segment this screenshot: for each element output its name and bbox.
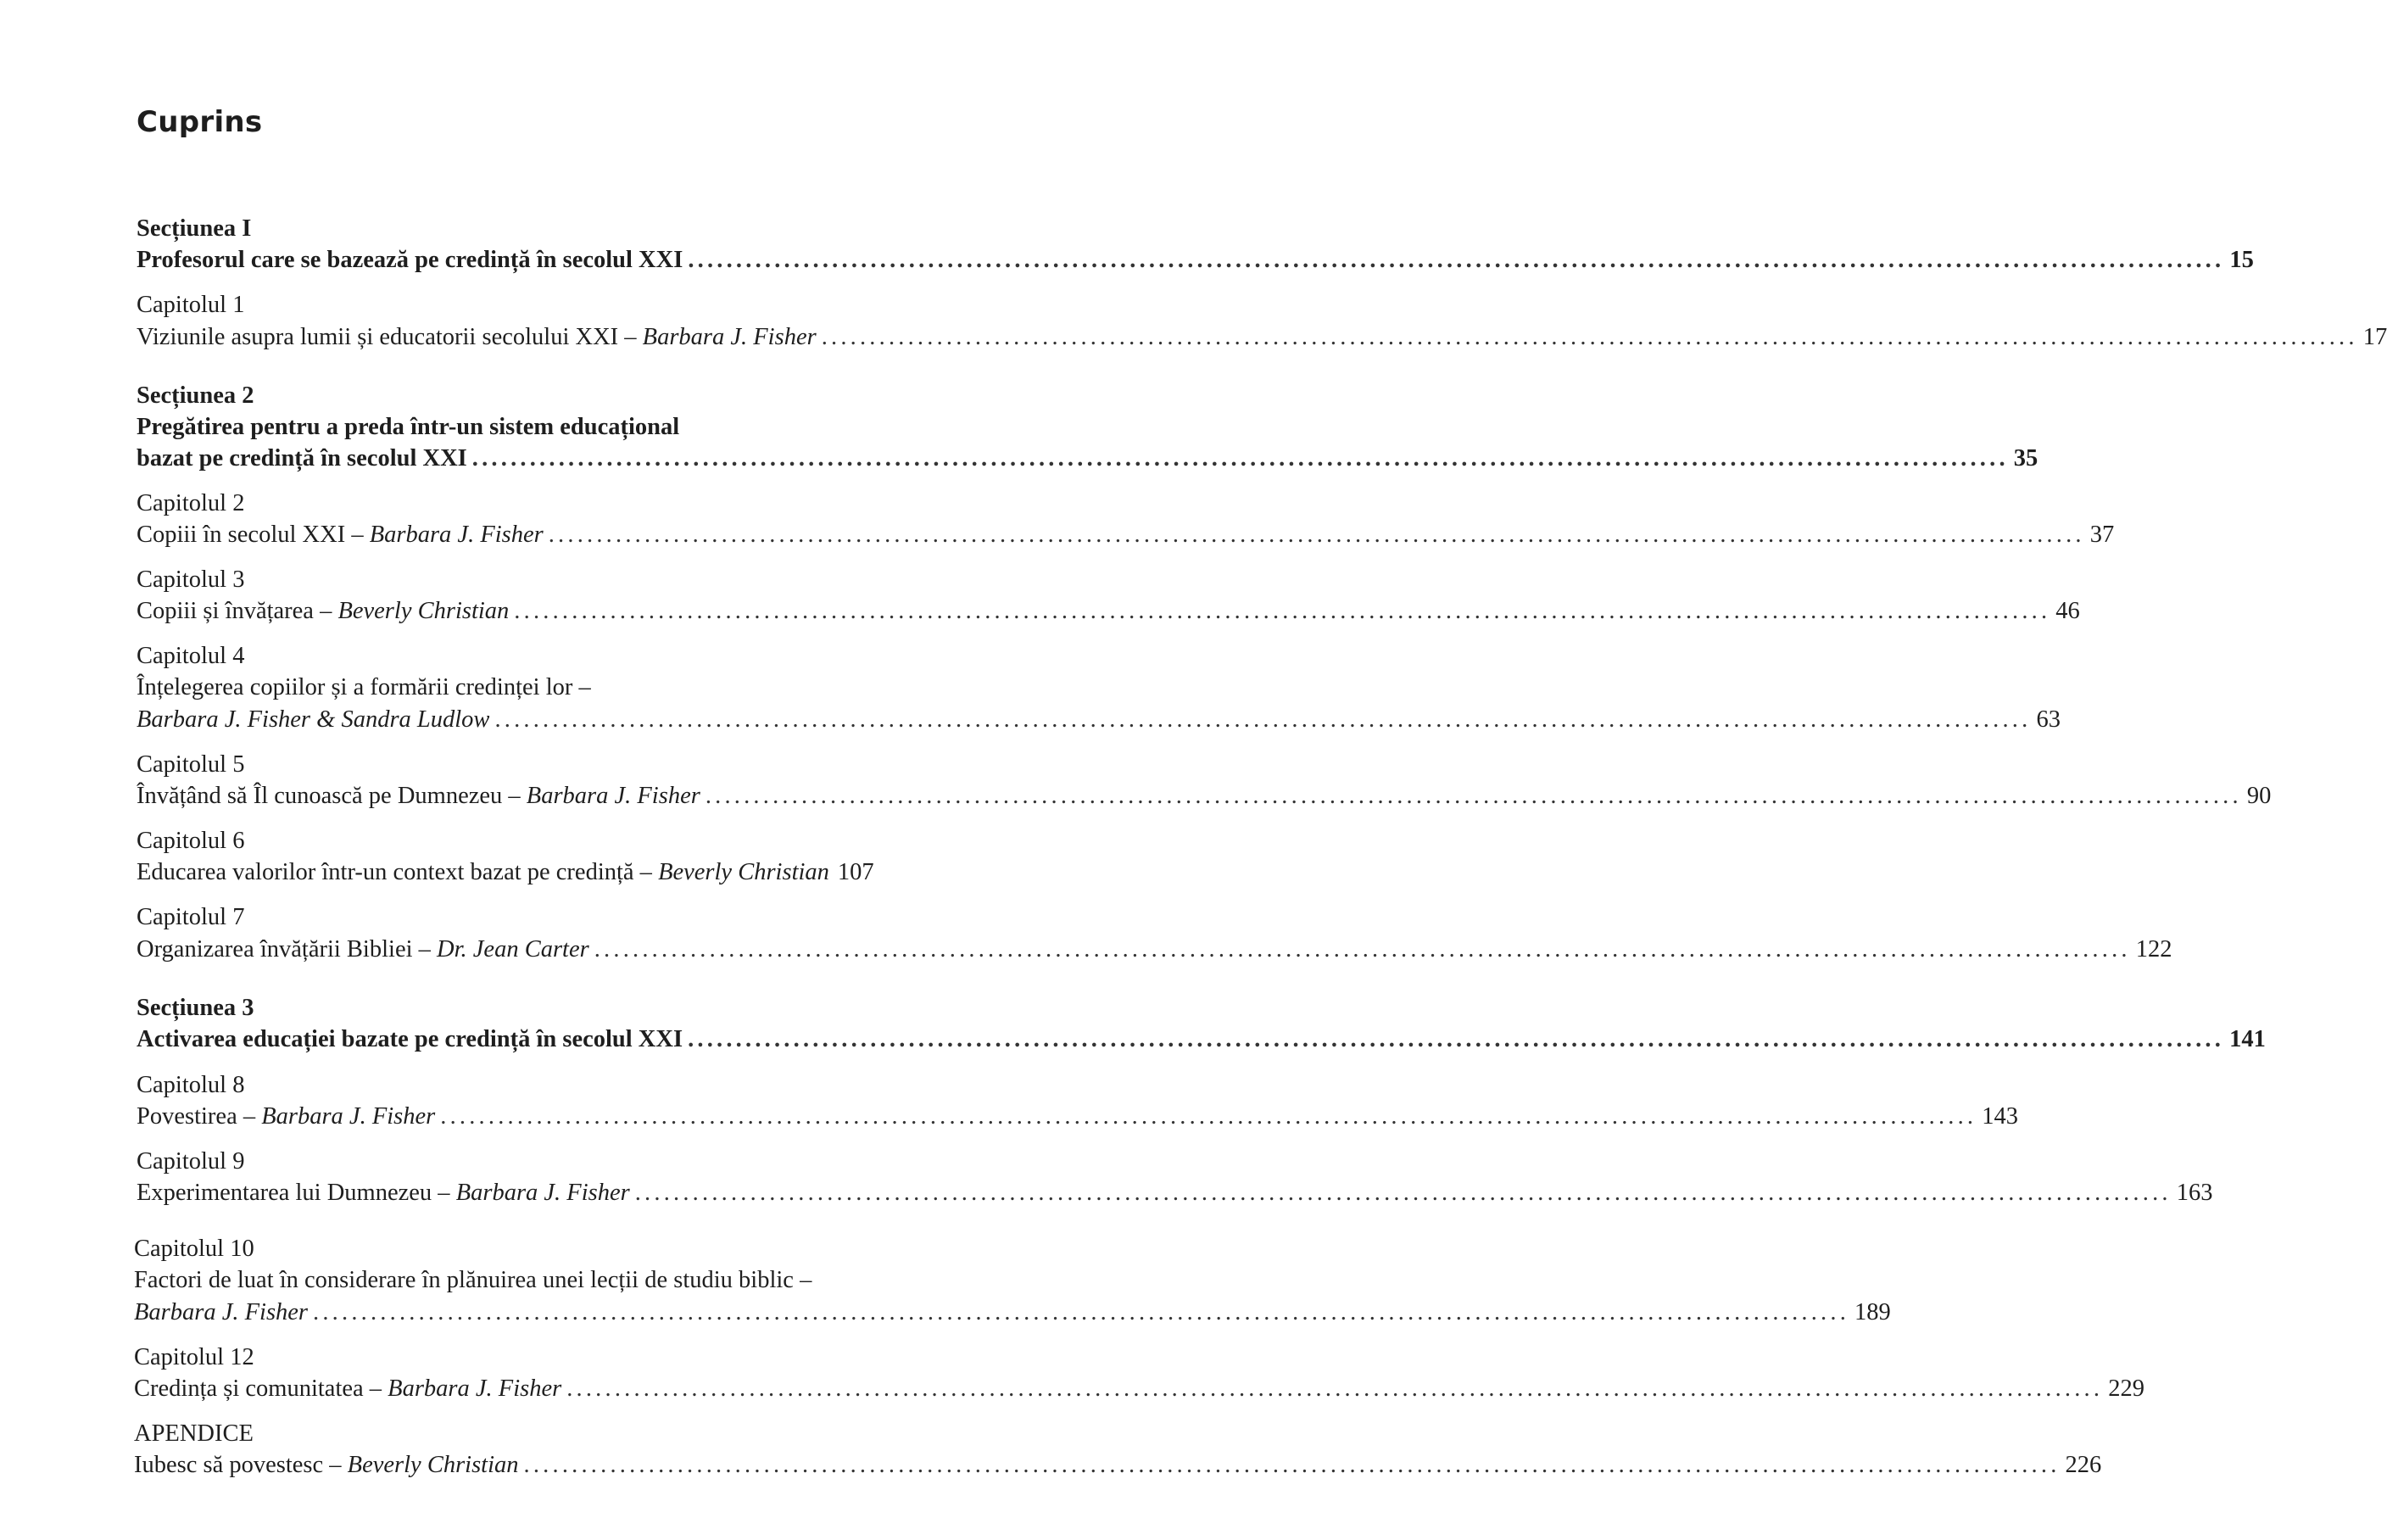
page-number: 122 bbox=[2135, 936, 2172, 962]
page-number: 143 bbox=[1982, 1103, 2018, 1130]
appendix-label: APENDICE bbox=[134, 1420, 254, 1447]
author-name: Beverly Christian bbox=[347, 1452, 519, 1478]
chapter-4-entry[interactable] bbox=[137, 705, 2061, 735]
chapter-6-label: Capitolul 6 bbox=[137, 828, 245, 854]
chapter-2-entry[interactable]: Copiii în secolul XXI – Barbara J. Fisher ................................................................................................................................................................ 37 bbox=[137, 520, 984, 550]
author-name: Barbara J. Fisher bbox=[261, 1103, 436, 1130]
author-name: Beverly Christian bbox=[337, 598, 510, 624]
author-name: Barbara J. Fisher bbox=[526, 783, 700, 809]
chapter-7-entry[interactable]: Organizarea învățării Bibliei – Dr. Jean Carter ................................................................................................................................................................ 122 bbox=[137, 935, 984, 965]
chapter-10-label: Capitolul 10 bbox=[134, 1236, 254, 1262]
chapter-10-title[interactable]: Factori de luat în considerare în plănuirea unei lecții de studiu biblic – bbox=[134, 1267, 812, 1293]
author-name: Beverly Christian bbox=[658, 859, 829, 885]
leader-dots: ................................................................................................................................................................ bbox=[494, 706, 2032, 733]
chapter-8-label: Capitolul 8 bbox=[137, 1072, 245, 1098]
leader-dots: ................................................................................................................................................................ bbox=[594, 936, 2131, 962]
page-number: 141 bbox=[2229, 1026, 2266, 1052]
leader-dots: ................................................................................................................................................................ bbox=[634, 1180, 2172, 1206]
page-number: 107 bbox=[837, 859, 874, 885]
chapter-3-entry[interactable]: Copiii și învățarea – Beverly Christian ................................................................................................................................................................ 46 bbox=[137, 596, 984, 627]
leader-dots: ................................................................................................................................................................ bbox=[688, 1026, 2225, 1052]
leader-dots: ................................................................................................................................................................ bbox=[514, 598, 2051, 624]
author-name: Dr. Jean Carter bbox=[437, 936, 589, 962]
leader-dots: ................................................................................................................................................................ bbox=[523, 1452, 2061, 1478]
section-2-label: Secțiunea 2 bbox=[137, 382, 254, 409]
page-number: 63 bbox=[2036, 706, 2061, 733]
author-name: Barbara J. Fisher & Sandra Ludlow bbox=[137, 706, 490, 733]
section-3-label: Secțiunea 3 bbox=[137, 995, 254, 1021]
leader-dots: ................................................................................................................................................................ bbox=[471, 445, 2009, 471]
chapter-5-entry[interactable]: Învățând să Îl cunoască pe Dumnezeu – Barbara J. Fisher ................................................................................................................................................................ 90 bbox=[137, 781, 984, 812]
section-1-entry[interactable]: Profesorul care se bazează pe credință în secolul XXI ................................................................................................................................................................ 15 bbox=[137, 245, 984, 276]
leader-dots: ................................................................................................................................................................ bbox=[821, 324, 2358, 350]
chapter-5-label: Capitolul 5 bbox=[137, 751, 245, 778]
leader-dots: ................................................................................................................................................................ bbox=[705, 783, 2242, 809]
section-3-entry[interactable]: Activarea educației bazate pe credință în secolul XXI ................................................................................................................................................................ 141 bbox=[137, 1024, 984, 1055]
chapter-3-label: Capitolul 3 bbox=[137, 566, 245, 593]
author-name: Barbara J. Fisher bbox=[369, 522, 544, 548]
leader-dots: ................................................................................................................................................................ bbox=[313, 1299, 1850, 1325]
page-number: 189 bbox=[1854, 1299, 1891, 1325]
chapter-4-title[interactable]: Înțelegerea copiilor și a formării credinței lor – bbox=[137, 674, 591, 700]
page-number: 90 bbox=[2246, 783, 2272, 809]
author-name: Barbara J. Fisher bbox=[388, 1375, 562, 1402]
leader-dots: ................................................................................................................................................................ bbox=[548, 522, 2085, 548]
page-number: 163 bbox=[2176, 1180, 2213, 1206]
section-2-entry[interactable]: bazat pe credință în secolul XXI ................................................................................................................................................................ 35 bbox=[137, 444, 984, 474]
chapter-7-label: Capitolul 7 bbox=[137, 904, 245, 930]
page-number: 46 bbox=[2055, 598, 2080, 624]
chapter-2-label: Capitolul 2 bbox=[137, 490, 245, 516]
chapter-9-label: Capitolul 9 bbox=[137, 1148, 245, 1175]
section-1-label: Secțiunea I bbox=[137, 215, 252, 242]
page-number: 17 bbox=[2362, 324, 2387, 350]
chapter-9-entry[interactable]: Experimentarea lui Dumnezeu – Barbara J. Fisher ................................................................................................................................................................ 163 bbox=[137, 1178, 984, 1208]
chapter-12-label: Capitolul 12 bbox=[134, 1344, 254, 1370]
leader-dots: ................................................................................................................................................................ bbox=[688, 247, 2225, 273]
chapter-12-entry[interactable]: Credința și comunitatea – Barbara J. Fisher ................................................................................................................................................................ 229 bbox=[134, 1374, 982, 1404]
author-name: Barbara J. Fisher bbox=[134, 1299, 309, 1325]
chapter-4-label: Capitolul 4 bbox=[137, 643, 245, 669]
chapter-6-entry[interactable]: Educarea valorilor într-un context bazat pe credință – Beverly Christian 107 bbox=[137, 857, 984, 888]
appendix-entry[interactable]: Iubesc să povestesc – Beverly Christian ................................................................................................................................................................ 226 bbox=[134, 1450, 982, 1481]
page-number: 35 bbox=[2013, 445, 2038, 471]
chapter-1-label: Capitolul 1 bbox=[137, 292, 245, 318]
page-number: 37 bbox=[2089, 522, 2115, 548]
leader-dots: ................................................................................................................................................................ bbox=[440, 1103, 1977, 1130]
author-name: Barbara J. Fisher bbox=[455, 1180, 630, 1206]
page-number: 229 bbox=[2108, 1375, 2144, 1402]
section-2-title-line-1[interactable]: Pregătirea pentru a preda într-un sistem educațional bbox=[137, 414, 680, 440]
chapter-1-entry[interactable]: Viziunile asupra lumii și educatorii secolului XXI – Barbara J. Fisher ................................................................................................................................................................ 17 bbox=[137, 322, 984, 353]
page-number: 226 bbox=[2065, 1452, 2102, 1478]
chapter-8-entry[interactable]: Povestirea – Barbara J. Fisher ................................................................................................................................................................ 143 bbox=[137, 1102, 984, 1132]
page-title: Cuprins bbox=[137, 105, 263, 139]
page-number: 15 bbox=[2229, 247, 2254, 273]
author-name: Barbara J. Fisher bbox=[642, 324, 817, 350]
leader-dots: ................................................................................................................................................................ bbox=[566, 1375, 2104, 1402]
chapter-10-entry[interactable] bbox=[134, 1297, 1891, 1328]
